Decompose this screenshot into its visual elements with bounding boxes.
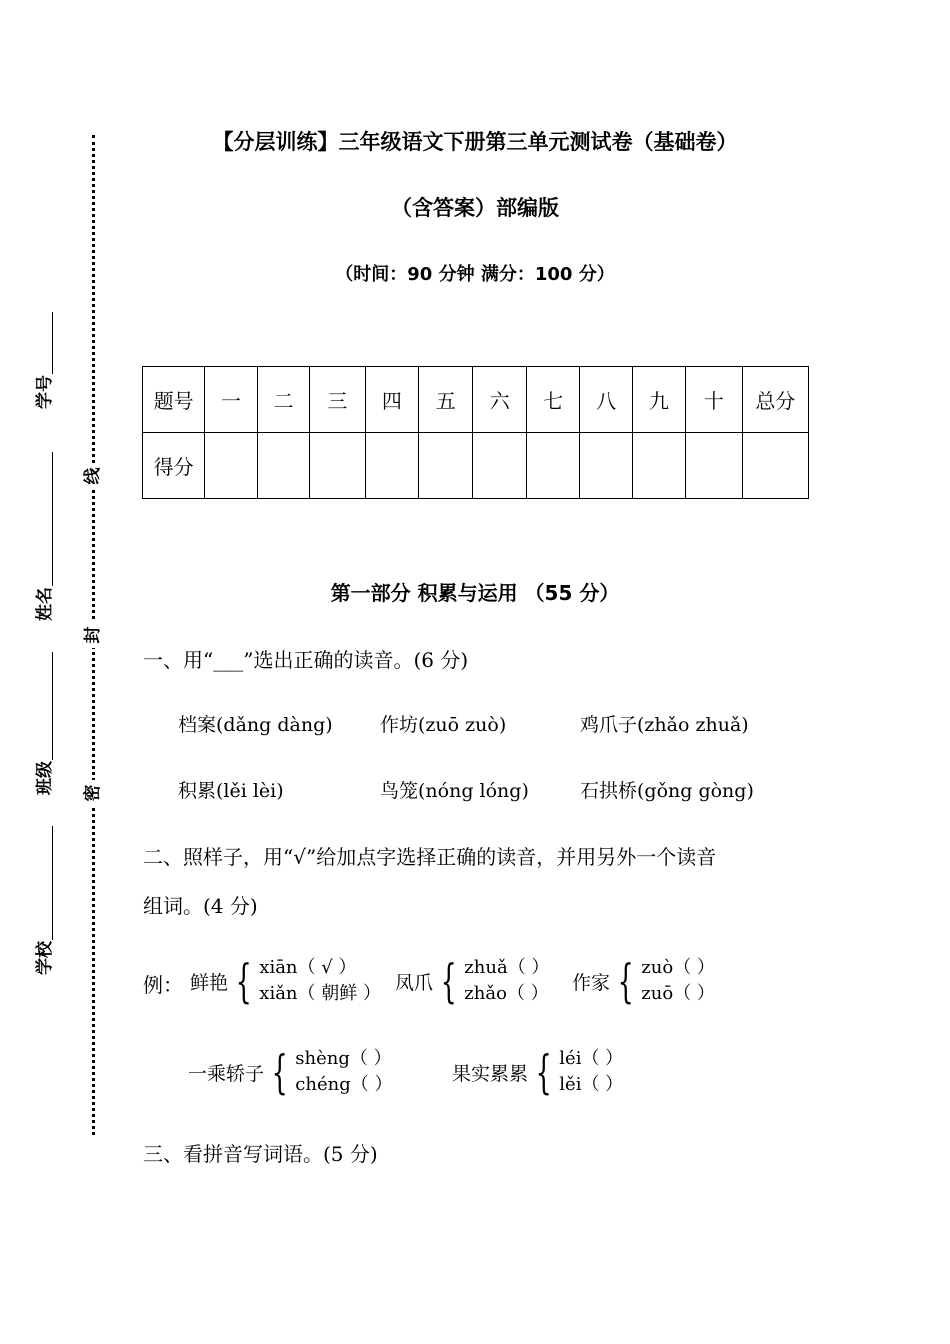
q2-reading-top[interactable]: léi（ ） (559, 1048, 624, 1069)
score-input-cell[interactable] (580, 433, 632, 499)
score-table (142, 366, 809, 499)
table-cell: 六 (473, 367, 526, 433)
score-input-cell[interactable] (742, 433, 808, 499)
question-2-prompt-cont: 组词。(4 分) (143, 894, 258, 918)
table-cell: 五 (419, 367, 473, 433)
table-cell: 十 (686, 367, 742, 433)
q2-reading-bottom[interactable]: zhǎo（ ） (464, 983, 549, 1004)
q1-item[interactable]: 作坊(zuō zuò) (380, 714, 507, 736)
score-input-cell[interactable] (257, 433, 309, 499)
score-input-cell[interactable] (686, 433, 742, 499)
brace-icon: { (440, 954, 457, 1008)
table-cell: 九 (632, 367, 685, 433)
table-cell: 二 (257, 367, 309, 433)
brace-icon: { (271, 1045, 288, 1099)
page-subtitle: （含答案）部编版 (391, 196, 559, 220)
student-id-label: 学号 (34, 375, 55, 409)
school-label: 学校 (34, 941, 55, 975)
table-cell: 八 (580, 367, 632, 433)
score-input-cell[interactable] (632, 433, 685, 499)
score-input-cell[interactable] (205, 433, 257, 499)
brace-icon: { (535, 1045, 552, 1099)
table-cell: 总分 (742, 367, 808, 433)
section-heading: 第一部分 积累与运用 （55 分） (330, 581, 620, 605)
page-title: 【分层训练】三年级语文下册第三单元测试卷（基础卷） (212, 130, 738, 154)
question-3-prompt: 三、看拼音写词语。(5 分) (143, 1142, 378, 1166)
table-cell: 题号 (143, 367, 205, 433)
name-label: 姓名 (34, 587, 55, 621)
table-cell: 三 (310, 367, 365, 433)
q2-reading-bottom[interactable]: chéng（ ） (295, 1074, 393, 1095)
q2-reading-bottom[interactable]: xiǎn（ 朝鲜 ） (259, 983, 381, 1004)
brace-icon: { (617, 954, 634, 1008)
q2-choice (452, 1046, 623, 1098)
score-input-cell[interactable] (365, 433, 418, 499)
score-table-score-row (143, 433, 809, 499)
score-input-cell[interactable] (473, 433, 526, 499)
class-line (52, 652, 53, 760)
score-input-cell[interactable] (419, 433, 473, 499)
score-input-cell[interactable] (310, 433, 365, 499)
q1-item[interactable]: 石拱桥(gǒng gòng) (580, 780, 754, 802)
q2-choice (395, 955, 549, 1007)
q1-item[interactable]: 鸡爪子(zhǎo zhuǎ) (580, 714, 749, 736)
score-input-cell[interactable] (526, 433, 579, 499)
q2-choice (190, 955, 381, 1007)
question-1-prompt: 一、用“___”选出正确的读音。(6 分) (143, 648, 469, 672)
class-label: 班级 (34, 761, 55, 795)
name-line (52, 452, 53, 586)
table-cell: 四 (365, 367, 418, 433)
q2-choice (572, 955, 715, 1007)
brace-icon: { (235, 954, 252, 1008)
seal-char-line: 线 (80, 463, 106, 489)
q2-word: 果实累累 (452, 1062, 529, 1085)
q2-reading-top[interactable]: xiān（ √ ） (259, 957, 357, 978)
question-2-prompt: 二、照样子，用“√”给加点字选择正确的读音，并用另外一个读音 (143, 845, 717, 869)
q1-item[interactable]: 鸟笼(nóng lóng) (380, 780, 529, 802)
q2-reading-top[interactable]: zuò（ ） (641, 957, 715, 978)
example-label: 例： (143, 973, 183, 997)
school-line (52, 826, 53, 940)
table-cell: 一 (205, 367, 257, 433)
q1-item[interactable]: 档案(dǎng dàng) (178, 714, 333, 736)
score-table-header-row (143, 367, 809, 433)
seal-char-secret: 密 (80, 780, 106, 806)
q2-reading-bottom[interactable]: zuō（ ） (641, 983, 715, 1004)
q2-word: 一乘轿子 (188, 1062, 265, 1085)
q2-word: 鲜艳 (190, 971, 229, 994)
q2-word: 作家 (572, 971, 611, 994)
student-id-line (52, 312, 53, 374)
q2-reading-top[interactable]: zhuǎ（ ） (464, 957, 550, 978)
q2-reading-bottom[interactable]: lěi（ ） (559, 1074, 624, 1095)
q2-choice (188, 1046, 392, 1098)
q2-reading-top[interactable]: shèng（ ） (295, 1048, 392, 1069)
q1-item[interactable]: 积累(lěi lèi) (178, 780, 284, 802)
seal-char-seal: 封 (80, 622, 106, 648)
table-cell: 七 (526, 367, 579, 433)
q2-word: 凤爪 (395, 971, 434, 994)
table-cell: 得分 (143, 433, 205, 499)
exam-meta: （时间：90 分钟 满分：100 分） (335, 264, 615, 285)
